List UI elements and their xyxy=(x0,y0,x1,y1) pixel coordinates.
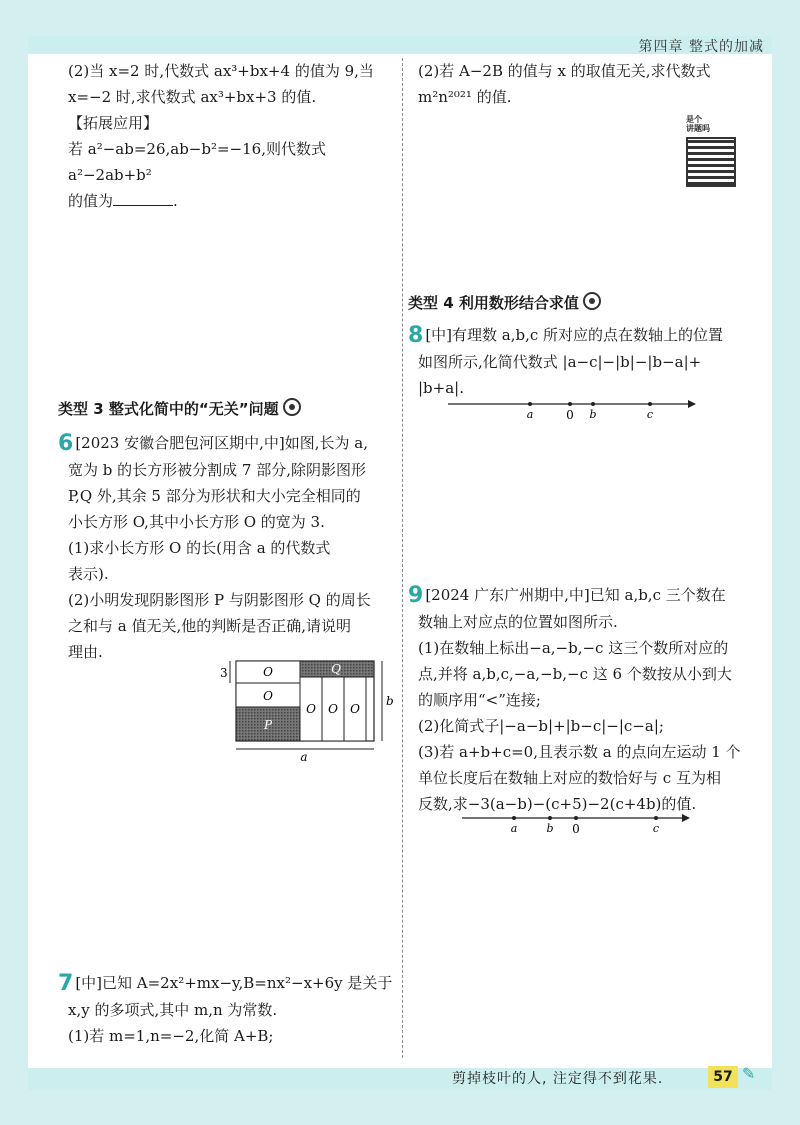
q9-line1-text: [2024 广东广州期中,中]已知 a,b,c 三个数在 xyxy=(425,586,726,604)
q6-line8: 之和与 a 值无关,他的判断是否正确,请说明 xyxy=(68,617,352,635)
label-b: b xyxy=(589,408,597,421)
label-a: a xyxy=(510,822,518,835)
point-c xyxy=(648,402,652,406)
q8-number-line xyxy=(448,394,698,424)
q7-line3: (1)若 m=1,n=−2,化简 A+B; xyxy=(68,1027,274,1045)
q9-line8: 单位长度后在数轴上对应的数恰好与 c 互为相 xyxy=(418,769,721,787)
left-top-block xyxy=(68,58,398,214)
q6-line4: 小长方形 O,其中小长方形 O 的宽为 3. xyxy=(68,513,325,531)
q7-block xyxy=(58,970,398,1049)
q9-line4: 点,并将 a,b,c,−a,−b,−c 这 6 个数按从小到大 xyxy=(418,665,732,683)
qr-code-block[interactable] xyxy=(686,115,736,183)
ext-title: 【拓展应用】 xyxy=(68,114,159,132)
label-q: Q xyxy=(331,662,341,676)
label-o1: O xyxy=(263,665,273,679)
label-b: b xyxy=(546,822,554,835)
point-a xyxy=(528,402,532,406)
q7-part2-block xyxy=(418,58,748,110)
q8-line1 xyxy=(408,322,748,349)
q6-line3: P,Q 外,其余 5 部分为形状和大小完全相同的 xyxy=(68,487,361,505)
section3-title-text: 类型 3 整式化简中的“无关”问题 xyxy=(58,400,279,418)
point-c xyxy=(654,816,658,820)
label-3: 3 xyxy=(220,666,228,680)
ext-line2-end: . xyxy=(173,192,178,210)
point-a xyxy=(512,816,516,820)
q5-part2-line1: (2)当 x=2 时,代数式 ax³+bx+4 的值为 9,当 xyxy=(68,62,374,80)
label-o3: O xyxy=(306,702,316,716)
q7-part2-line1: (2)若 A−2B 的值与 x 的取值无关,求代数式 xyxy=(418,62,711,80)
pencil-icon: ✎ xyxy=(742,1064,756,1083)
q9-number: 9 xyxy=(408,583,424,608)
point-b xyxy=(548,816,552,820)
qr-code-icon[interactable] xyxy=(686,137,736,187)
q8-line2: 如图所示,化简代数式 |a−c|−|b|−|b−a|+ xyxy=(418,353,702,371)
label-a: a xyxy=(526,408,534,421)
section4-title-text: 类型 4 利用数形结合求值 xyxy=(408,294,579,312)
label-o4: O xyxy=(328,702,338,716)
q6-line1 xyxy=(58,430,398,457)
q9-number-line xyxy=(462,808,692,838)
q5-part2-line2: x=−2 时,求代数式 ax³+bx+3 的值. xyxy=(68,88,317,106)
label-o2: O xyxy=(263,689,273,703)
section3-title xyxy=(58,398,301,419)
q9-line6: (2)化简式子|−a−b|+|b−c|−|c−a|; xyxy=(418,717,664,735)
q9-line2: 数轴上对应点的位置如图所示. xyxy=(418,613,618,631)
q6-figure xyxy=(212,655,402,765)
ext-line1: 若 a²−ab=26,ab−b²=−16,则代数式 a²−2ab+b² xyxy=(68,140,326,184)
q9-line1 xyxy=(408,582,748,609)
q6-line2: 宽为 b 的长方形被分割成 7 部分,除阴影图形 xyxy=(68,461,366,479)
qr-label-1: 是个 xyxy=(686,115,702,124)
q8-line3: |b+a|. xyxy=(418,379,464,397)
label-o5: O xyxy=(350,702,360,716)
label-0: 0 xyxy=(572,822,580,836)
q6-line5: (1)求小长方形 O 的长(用含 a 的代数式 xyxy=(68,539,331,557)
page-number: 57 xyxy=(708,1066,738,1088)
q7-line1 xyxy=(58,970,398,997)
point-0 xyxy=(574,816,578,820)
answer-blank xyxy=(113,191,173,206)
label-b: b xyxy=(386,694,394,708)
q6-line7: (2)小明发现阴影图形 P 与阴影图形 Q 的周长 xyxy=(68,591,371,609)
column-divider xyxy=(402,58,403,1058)
q9-line9: 反数,求−3(a−b)−(c+5)−2(c+4b)的值. xyxy=(418,795,697,813)
point-b xyxy=(591,402,595,406)
label-c: c xyxy=(646,408,654,421)
label-c: c xyxy=(652,822,660,835)
axis-arrow xyxy=(682,814,690,822)
section4-title xyxy=(408,292,601,313)
target-icon xyxy=(283,398,301,416)
label-p: P xyxy=(263,718,273,732)
q6-number: 6 xyxy=(58,431,74,456)
ext-line2-text: 的值为 xyxy=(68,192,114,210)
q8-line1-text: [中]有理数 a,b,c 所对应的点在数轴上的位置 xyxy=(425,326,724,344)
ext-line2 xyxy=(68,188,398,214)
q9-block xyxy=(408,582,748,817)
chapter-title: 第四章 整式的加减 xyxy=(638,39,764,55)
q9-line7: (3)若 a+b+c=0,且表示数 a 的点向左运动 1 个 xyxy=(418,743,741,761)
q8-number: 8 xyxy=(408,323,424,348)
q6-line1-text: [2023 安徽合肥包河区期中,中]如图,长为 a, xyxy=(75,434,368,452)
q7-number: 7 xyxy=(58,971,74,996)
q9-line5: 的顺序用“<”连接; xyxy=(418,691,541,709)
label-a: a xyxy=(300,750,308,764)
q8-block xyxy=(408,322,748,401)
axis-arrow xyxy=(688,400,696,408)
point-0 xyxy=(568,402,572,406)
q7-part2-line2: m²n²⁰²¹ 的值. xyxy=(418,88,512,106)
label-0: 0 xyxy=(566,408,574,422)
q6-line9: 理由. xyxy=(68,643,103,661)
q7-line1-text: [中]已知 A=2x²+mx−y,B=nx²−x+6y 是关于 xyxy=(75,974,393,992)
qr-label-2: 讲题吗 xyxy=(686,124,710,133)
q6-line6: 表示). xyxy=(68,565,109,583)
target-icon xyxy=(583,292,601,310)
q6-block xyxy=(58,430,398,665)
footer-quote: 剪掉枝叶的人, 注定得不到花果. xyxy=(452,1071,664,1087)
q9-line3: (1)在数轴上标出−a,−b,−c 这三个数所对应的 xyxy=(418,639,729,657)
q7-line2: x,y 的多项式,其中 m,n 为常数. xyxy=(68,1001,278,1019)
